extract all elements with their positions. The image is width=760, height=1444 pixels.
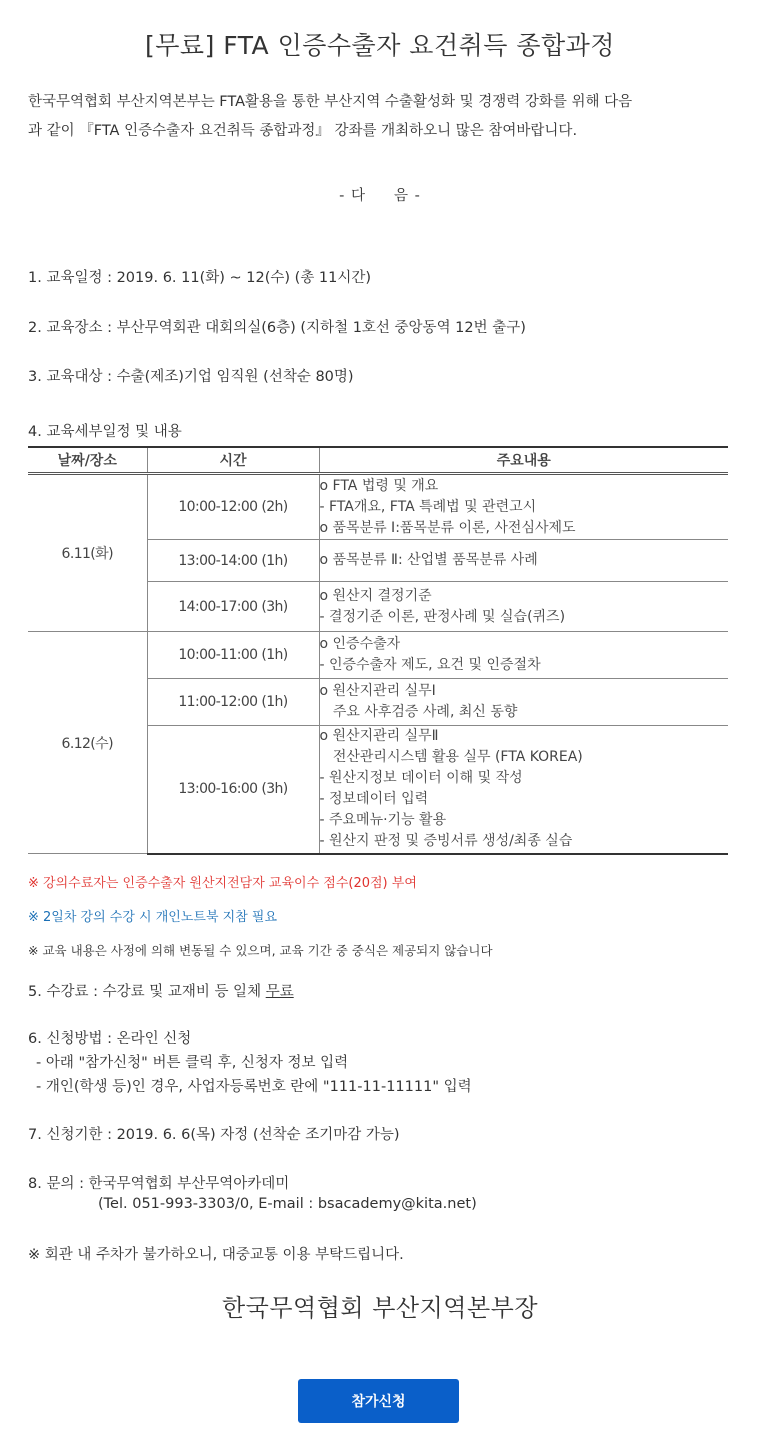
content-line: - 원산지 판정 및 증빙서류 생성/최종 실습	[319, 833, 573, 850]
register-button[interactable]: 참가신청	[298, 1379, 459, 1423]
table-row	[28, 474, 728, 540]
time-cell: 13:00-14:00 (1h)	[147, 540, 319, 582]
schedule-item: 1. 교육일정 : 2019. 6. 11(화) ~ 12(수) (총 11시간)	[28, 270, 372, 286]
content-line: o 품목분류 Ⅱ: 산업별 품목분류 사례	[319, 552, 538, 568]
time-cell: 13:00-16:00 (3h)	[147, 726, 319, 854]
content-cell	[319, 632, 728, 679]
intro-paragraph	[28, 88, 728, 146]
apply-step-2: - 개인(학생 등)인 경우, 사업자등록번호 란에 "111-11-11111" 입력	[36, 1079, 472, 1095]
fee-label: 5. 수강료 : 수강료 및 교재비 등 일체	[28, 984, 266, 1000]
schedule-table	[28, 446, 728, 855]
header-time: 시간	[147, 447, 319, 474]
intro-line-2: 과 같이 『FTA 인증수출자 요건취득 종합과정』 강좌를 개최하오니 많은 참여바랍니다.	[28, 123, 578, 139]
apply-heading: 6. 신청방법 : 온라인 신청	[28, 1031, 192, 1047]
time-cell: 11:00-12:00 (1h)	[147, 679, 319, 726]
content-line: o 품목분류 Ⅰ:품목분류 이론, 사전심사제도	[319, 519, 576, 536]
fee-item	[28, 980, 294, 1001]
deadline-item: 7. 신청기한 : 2019. 6. 6(목) 자정 (선착순 조기마감 가능)	[28, 1127, 400, 1143]
venue-item: 2. 교육장소 : 부산무역회관 대회의실(6층) (지하철 1호선 중앙동역 12번 출구)	[28, 320, 526, 336]
parking-note: ※ 회관 내 주차가 불가하오니, 대중교통 이용 부탁드립니다.	[28, 1247, 404, 1263]
content-line: - 정보데이터 입력	[319, 791, 429, 808]
contact-heading: 8. 문의 : 한국무역협회 부산무역아카데미	[28, 1176, 290, 1192]
content-line: 주요 사후검증 사례, 최신 동향	[319, 704, 518, 720]
header-date: 날짜/장소	[28, 447, 147, 474]
content-cell	[319, 726, 728, 854]
signature: 한국무역협회 부산지역본부장	[221, 1294, 539, 1322]
content-line: - 원산지정보 데이터 이해 및 작성	[319, 770, 523, 787]
content-cell	[319, 540, 728, 582]
content-line: o 인증수출자	[319, 636, 401, 652]
laptop-note: ※ 2일차 강의 수강 시 개인노트북 지참 필요	[28, 910, 278, 925]
apply-step-1: - 아래 "참가신청" 버튼 클릭 후, 신청자 정보 입력	[36, 1055, 349, 1071]
content-line: o 원산지관리 실무Ⅱ	[319, 728, 439, 745]
target-item: 3. 교육대상 : 수출(제조)기업 임직원 (선착순 80명)	[28, 369, 354, 385]
contact-detail: (Tel. 051-993-3303/0, E-mail : bsacademy@kita.net)	[98, 1196, 477, 1212]
time-cell: 14:00-17:00 (3h)	[147, 582, 319, 632]
table-header-row	[28, 447, 728, 474]
detail-heading: 4. 교육세부일정 및 내용	[28, 424, 182, 440]
content-line: - 인증수출자 제도, 요건 및 인증절차	[319, 657, 541, 673]
header-content: 주요내용	[319, 447, 728, 474]
content-line: o FTA 법령 및 개요	[319, 477, 439, 494]
content-line: o 원산지 결정기준	[319, 587, 432, 604]
section-separator: - 다 음 -	[339, 188, 421, 204]
intro-line-1: 한국무역협회 부산지역본부는 FTA활용을 통한 부산지역 수출활성화 및 경쟁력 강화를 위해 다음	[28, 94, 633, 110]
content-line: - FTA개요, FTA 특례법 및 관련고시	[319, 498, 537, 515]
date-cell: 6.11(화)	[28, 474, 147, 632]
change-note: ※ 교육 내용은 사정에 의해 변동될 수 있으며, 교육 기간 중 중식은 제공되지 않습니다	[28, 943, 493, 958]
completion-note: ※ 강의수료자는 인증수출자 원산지전담자 교육이수 점수(20점) 부여	[28, 876, 417, 891]
content-cell	[319, 679, 728, 726]
fee-free: 무료	[265, 984, 294, 1000]
content-cell	[319, 474, 728, 540]
content-line: - 주요메뉴·기능 활용	[319, 812, 447, 829]
content-line: - 결정기준 이론, 판정사례 및 실습(퀴즈)	[319, 608, 566, 625]
date-cell: 6.12(수)	[28, 632, 147, 854]
content-line: o 원산지관리 실무Ⅰ	[319, 683, 436, 699]
time-cell: 10:00-12:00 (2h)	[147, 474, 319, 540]
content-cell	[319, 582, 728, 632]
page-title: [무료] FTA 인증수출자 요건취득 종합과정	[145, 31, 615, 60]
table-row	[28, 632, 728, 679]
time-cell: 10:00-11:00 (1h)	[147, 632, 319, 679]
content-line: 전산관리시스템 활용 실무 (FTA KOREA)	[319, 749, 583, 766]
